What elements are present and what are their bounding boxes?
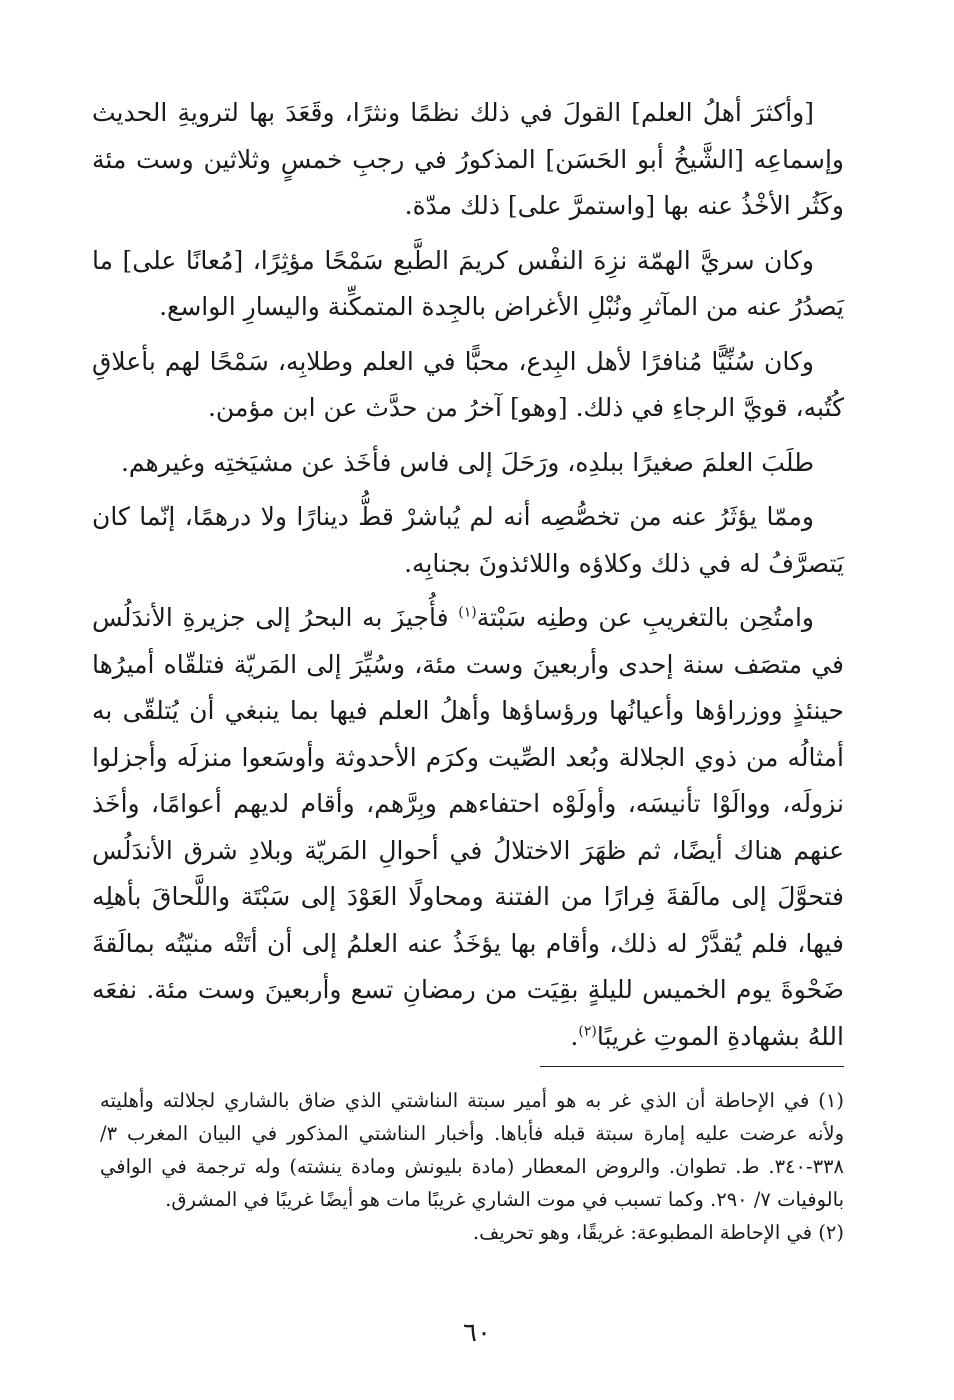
footnotes — [100, 1084, 844, 1249]
paragraph-2: وكان سريَّ الهمّة نزِهَ النفْس كريمَ الطَّبع سَمْحًا مؤثِرًا، [مُعانًا على] ما يَصدُرُ عنه من المآثرِ ونُبْلِ الأغراض بالجِدة المتمكِّنة واليسارِ الواسع. — [92, 245, 844, 321]
footnote-divider — [540, 1066, 844, 1067]
main-text — [92, 90, 844, 1068]
footnote-ref-2: (٢) — [578, 1023, 597, 1040]
paragraph-6-part-2: فأُجيزَ به البحرُ إلى جزيرةِ الأندَلُس في متصَف سنة إحدى وأربعينَ وست مئة، وسُيِّرَ إلى المَريّة فتلقّاه أميرُها حينئذٍ ووزراؤها وأعيانُها ورؤساؤها وأهلُ العلم فيها بما ينبغي أن يُتلقّى به أمثالُه من ذوي الجلالة وبُعد الصِّيت وكرَم الأحدوثة وأوسَعوا منزلَه وأجزلوا نزولَه، ووالَوْا تأنيسَه، وأولَوْه احتفاءهم وبِرَّهم، وأقام لديهم أعوامًا، وأخَذ عنهم هناك أيضًا، ثم ظهَرَ الاختلالُ في أحوالِ المَريّة وبلادِ شرق الأندَلُس فتحوَّلَ إلى مالَقةَ فِرارًا من الفتنة ومحاولًا العَوْدَ إلى سَبْتَة واللَّحاقَ بأهلِه فيها، فلم يُقدَّرْ له ذلك، وأقام بها يؤخَذُ عنه العلمُ إلى أن أتَتْه منيّتُه بمالَقةَ ضَحْوةَ يوم الخميس لليلةٍ بقِيَت من رمضانِ تسع وأربعينَ وست مئة. نفعَه اللهُ بشهادةِ الموتِ غريبًا — [92, 603, 844, 1051]
paragraph-4: طلَبَ العلمَ صغيرًا ببلدِه، ورَحَلَ إلى فاس فأخَذ عن مشيَختِه وغيرهم. — [120, 447, 814, 477]
paragraph-6-part-1: وامتُحِن بالتغريبِ عن وطنِه سَبْتة — [476, 603, 814, 632]
page-number: ٦٠ — [463, 1318, 491, 1348]
paragraph-6-part-3: . — [570, 1021, 579, 1051]
footnote-1: (١) في الإحاطة أن الذي غر به هو أمير سبتة الىناشتي الذي ضاق بالشاري لجلالته وأهليته ولأنه عرضت عليه إمارة سبتة قبله فأباها. وأخبار الىناشتي المذكور في البيان المغرب ٣/ ٣٣٨-٣٤٠. ط. تطوان. والروض المعطار (مادة بليونش ومادة ينشته) وله ترجمة في الوافي بالوفيات ٧/ ٢٩٠. وكما تسبب في موت الشاري غريبًا مات هو أيضًا غريبًا في المشرق. — [100, 1089, 844, 1211]
footnote-ref-1: (١) — [458, 604, 477, 621]
paragraph-5: وممّا يؤثَرُ عنه من تخصُّصِه أنه لم يُباشرْ قطُّ دينارًا ولا درهمًا، إنّما كان يَتصرَّفُ له في ذلك وكلاؤه واللائذونَ بجنابِه. — [92, 502, 844, 578]
footnote-2: (٢) في الإحاطة المطبوعة: غريقًا، وهو تحريف. — [472, 1221, 844, 1244]
paragraph-1: [وأكثرَ أهلُ العلم] القولَ في ذلك نظمًا ونثرًا، وقَعَدَ بها لترويةِ الحديث وإسماعِه [الشَّيخُ أبو الحَسَن] المذكورُ في رجبِ خمسٍ وثلاثين وست مئة وكَثُر الأخْذُ عنه بها [واستمرَّ على] ذلك مدّة. — [92, 98, 844, 220]
paragraph-3: وكان سُنِّيًّا مُنافرًا لأهل البِدع، محبًّا في العلم وطلابِه، سَمْحًا لهم بأعلاقِ كُتُبه، قويَّ الرجاءِ في ذلك. [وهو] آخرُ من حدَّث عن ابن مؤمن. — [92, 346, 844, 422]
paragraph-6 — [92, 595, 844, 1060]
